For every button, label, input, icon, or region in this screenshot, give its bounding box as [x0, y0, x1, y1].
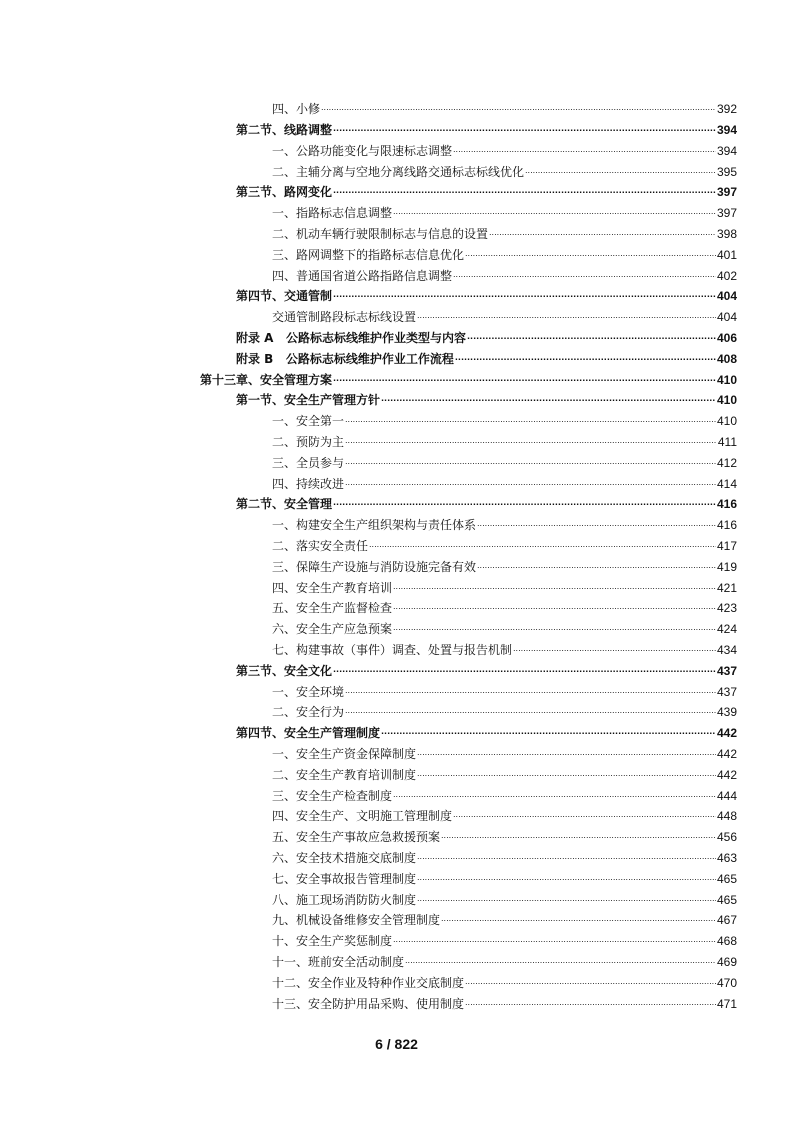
toc-entry-page-number: 410 [716, 414, 737, 429]
toc-entry-page-number: 470 [716, 975, 737, 990]
toc-dot-leader [393, 622, 716, 636]
toc-dot-leader [417, 747, 716, 761]
toc-entry-page-number: 406 [716, 331, 737, 346]
toc-entry-page-number: 401 [716, 247, 737, 262]
toc-entry[interactable] [0, 740, 737, 761]
toc-entry-title: 八、施工现场消防防火制度 [272, 892, 417, 907]
toc-entry-page-number: 412 [716, 455, 737, 470]
toc-entry-title: 一、指路标志信息调整 [272, 206, 393, 221]
toc-entry-page-number: 467 [716, 913, 737, 928]
toc-entry[interactable] [0, 303, 737, 324]
toc-entry-page-number: 463 [716, 850, 737, 865]
toc-entry[interactable] [0, 990, 737, 1011]
toc-dot-leader [513, 643, 716, 657]
toc-entry-title: 附录 A 公路标志标线维护作业类型与内容 [236, 331, 466, 346]
toc-entry-title: 第十三章、安全管理方案 [200, 372, 333, 387]
toc-entry[interactable] [0, 470, 737, 491]
toc-entry-title: 十三、安全防护用品采购、使用制度 [272, 996, 465, 1011]
toc-entry-page-number: 465 [716, 892, 737, 907]
toc-entry[interactable] [0, 595, 737, 616]
toc-entry[interactable] [0, 574, 737, 595]
toc-entry[interactable] [0, 428, 737, 449]
toc-entry-title: 六、安全技术措施交底制度 [272, 850, 417, 865]
toc-entry-page-number: 408 [716, 351, 737, 366]
toc-entry-page-number: 397 [716, 185, 737, 200]
toc-entry-page-number: 416 [716, 497, 737, 512]
toc-dot-leader [489, 227, 716, 241]
toc-entry-page-number: 439 [716, 705, 737, 720]
toc-entry[interactable] [0, 948, 737, 969]
toc-entry[interactable] [0, 345, 737, 366]
toc-entry-page-number: 395 [716, 164, 737, 179]
toc-entry[interactable] [0, 553, 737, 574]
toc-dot-leader [345, 705, 716, 719]
toc-entry-title: 二、安全生产教育培训制度 [272, 767, 417, 782]
toc-entry[interactable] [0, 844, 737, 865]
toc-dot-leader [453, 144, 716, 158]
toc-entry-title: 一、安全环境 [272, 684, 345, 699]
toc-entry-title: 四、持续改进 [272, 476, 345, 491]
toc-dot-leader [417, 872, 716, 886]
toc-entry-page-number: 444 [716, 788, 737, 803]
toc-entry-title: 第二节、安全管理 [236, 497, 333, 512]
toc-entry[interactable] [0, 782, 737, 803]
toc-entry-title: 十一、班前安全活动制度 [272, 954, 405, 969]
toc-entry-page-number: 456 [716, 830, 737, 845]
toc-dot-leader [453, 269, 716, 283]
toc-dot-leader [441, 913, 716, 927]
toc-dot-leader [393, 789, 716, 803]
toc-entry-title: 三、全员参与 [272, 455, 345, 470]
toc-entry-title: 二、预防为主 [272, 435, 345, 450]
toc-entry-page-number: 398 [716, 227, 737, 242]
toc-dot-leader [321, 102, 716, 116]
toc-dot-leader [393, 601, 716, 615]
toc-entry-title: 第三节、安全文化 [236, 663, 333, 678]
toc-entry[interactable] [0, 636, 737, 657]
toc-entry-title: 三、安全生产检查制度 [272, 788, 393, 803]
toc-entry[interactable] [0, 179, 737, 200]
toc-entry[interactable] [0, 865, 737, 886]
toc-dot-leader [477, 560, 716, 574]
toc-dot-leader [345, 435, 717, 449]
toc-entry-page-number: 394 [716, 123, 737, 138]
toc-dot-leader [369, 539, 716, 553]
toc-dot-leader [345, 414, 716, 428]
toc-entry-page-number: 402 [716, 268, 737, 283]
toc-entry-title: 第四节、交通管制 [236, 289, 333, 304]
toc-entry[interactable] [0, 823, 737, 844]
toc-entry-page-number: 434 [716, 643, 737, 658]
toc-entry-title: 第三节、路网变化 [236, 185, 333, 200]
toc-entry[interactable] [0, 886, 737, 907]
toc-entry-title: 第一节、安全生产管理方针 [236, 393, 381, 408]
toc-dot-leader [465, 976, 716, 990]
toc-dot-leader [381, 726, 716, 740]
toc-entry-title: 三、保障生产设施与消防设施完备有效 [272, 559, 477, 574]
toc-dot-leader [333, 123, 716, 137]
toc-entry-page-number: 437 [716, 663, 737, 678]
toc-entry[interactable] [0, 761, 737, 782]
toc-entry[interactable] [0, 657, 737, 678]
toc-entry-page-number: 416 [716, 518, 737, 533]
toc-dot-leader [333, 664, 716, 678]
toc-entry-page-number: 442 [716, 747, 737, 761]
toc-entry[interactable] [0, 699, 737, 720]
toc-entry[interactable] [0, 241, 737, 262]
toc-dot-leader [477, 518, 716, 532]
toc-entry-title: 二、主辅分离与空地分离线路交通标志标线优化 [272, 164, 525, 179]
toc-dot-leader [417, 893, 716, 907]
toc-entry-page-number: 465 [716, 871, 737, 886]
toc-entry[interactable] [0, 907, 737, 928]
toc-dot-leader [345, 456, 716, 470]
toc-entry-title: 六、安全生产应急预案 [272, 622, 393, 637]
toc-entry-title: 一、公路功能变化与限速标志调整 [272, 143, 453, 158]
toc-entry-title: 交通管制路段标志标线设置 [272, 310, 417, 325]
toc-entry[interactable] [0, 615, 737, 636]
toc-entry[interactable] [0, 387, 737, 408]
toc-dot-leader [333, 289, 716, 303]
toc-entry[interactable] [0, 927, 737, 948]
toc-entry-title: 一、构建安全生产组织架构与责任体系 [272, 518, 477, 533]
toc-entry-page-number: 442 [716, 726, 737, 741]
toc-entry-title: 附录 B 公路标志标线维护作业工作流程 [236, 351, 454, 366]
toc-entry-title: 十、安全生产奖惩制度 [272, 934, 393, 949]
toc-entry-page-number: 397 [716, 206, 737, 221]
toc-entry-page-number: 469 [716, 954, 737, 969]
toc-entry-title: 四、小修 [272, 102, 321, 117]
toc-entry-title: 三、路网调整下的指路标志信息优化 [272, 247, 465, 262]
toc-entry[interactable] [0, 678, 737, 699]
table-of-contents [0, 96, 793, 1011]
toc-entry-page-number: 417 [716, 539, 737, 554]
toc-dot-leader [333, 373, 716, 387]
toc-dot-leader [345, 685, 716, 699]
toc-entry-title: 一、安全第一 [272, 414, 345, 429]
toc-entry-title: 七、安全事故报告管理制度 [272, 871, 417, 886]
toc-dot-leader [393, 934, 716, 948]
toc-dot-leader [453, 809, 716, 823]
toc-entry-title: 四、普通国省道公路指路信息调整 [272, 268, 453, 283]
toc-entry-title: 第二节、线路调整 [236, 123, 333, 138]
toc-entry-page-number: 448 [716, 809, 737, 824]
toc-entry-page-number: 442 [716, 767, 737, 782]
toc-entry[interactable] [0, 199, 737, 220]
toc-entry-title: 七、构建事故（事件）调查、处置与报告机制 [272, 643, 513, 658]
toc-dot-leader [417, 768, 716, 782]
toc-entry-page-number: 421 [716, 580, 737, 595]
toc-entry[interactable] [0, 407, 737, 428]
toc-entry[interactable] [0, 220, 737, 241]
toc-entry[interactable] [0, 116, 737, 137]
toc-entry-page-number: 410 [716, 372, 737, 387]
toc-entry-title: 五、安全生产事故应急救援预案 [272, 830, 441, 845]
toc-entry-page-number: 468 [716, 934, 737, 949]
toc-entry-page-number: 424 [716, 622, 737, 637]
toc-entry-title: 十二、安全作业及特种作业交底制度 [272, 975, 465, 990]
toc-entry-page-number: 471 [716, 996, 737, 1011]
toc-dot-leader [393, 581, 716, 595]
toc-dot-leader [441, 830, 716, 844]
toc-entry-page-number: 404 [716, 310, 737, 325]
toc-entry-title: 二、安全行为 [272, 705, 345, 720]
toc-entry-title: 第四节、安全生产管理制度 [236, 726, 381, 741]
toc-dot-leader [345, 477, 716, 491]
toc-dot-leader [417, 851, 716, 865]
toc-entry[interactable] [0, 158, 737, 179]
toc-dot-leader [405, 955, 716, 969]
toc-dot-leader [333, 185, 716, 199]
toc-dot-leader [417, 310, 716, 324]
toc-entry[interactable] [0, 283, 737, 304]
toc-entry-title: 一、安全生产资金保障制度 [272, 747, 417, 761]
toc-entry-page-number: 410 [716, 393, 737, 408]
toc-dot-leader [467, 331, 716, 345]
page-number-footer: 6 / 822 [375, 1036, 418, 1052]
toc-entry-title: 四、安全生产、文明施工管理制度 [272, 809, 453, 824]
toc-entry-page-number: 437 [716, 684, 737, 699]
toc-entry-page-number: 392 [716, 102, 737, 117]
toc-entry[interactable] [0, 449, 737, 470]
toc-dot-leader [381, 393, 716, 407]
toc-entry-page-number: 423 [716, 601, 737, 616]
toc-entry-title: 二、落实安全责任 [272, 539, 369, 554]
toc-dot-leader [455, 352, 716, 366]
toc-entry[interactable] [0, 137, 737, 158]
toc-entry-title: 九、机械设备维修安全管理制度 [272, 913, 441, 928]
toc-entry[interactable] [0, 803, 737, 824]
toc-entry[interactable] [0, 719, 737, 740]
toc-entry[interactable] [0, 511, 737, 532]
toc-entry-page-number: 414 [716, 476, 737, 491]
toc-dot-leader [333, 497, 716, 511]
toc-entry[interactable] [0, 324, 737, 345]
toc-entry[interactable] [0, 532, 737, 553]
toc-entry-title: 二、机动车辆行驶限制标志与信息的设置 [272, 227, 489, 242]
toc-entry-page-number: 411 [717, 435, 737, 450]
toc-entry-title: 四、安全生产教育培训 [272, 580, 393, 595]
toc-entry-page-number: 404 [716, 289, 737, 304]
toc-entry[interactable] [0, 491, 737, 512]
toc-entry[interactable] [0, 366, 737, 387]
toc-dot-leader [393, 206, 716, 220]
toc-dot-leader [465, 248, 716, 262]
toc-dot-leader [525, 165, 716, 179]
toc-entry-page-number: 394 [716, 143, 737, 158]
toc-entry[interactable] [0, 96, 737, 117]
toc-dot-leader [465, 997, 716, 1011]
toc-entry[interactable] [0, 969, 737, 990]
toc-entry[interactable] [0, 262, 737, 283]
toc-entry-title: 五、安全生产监督检查 [272, 601, 393, 616]
toc-entry-page-number: 419 [716, 559, 737, 574]
